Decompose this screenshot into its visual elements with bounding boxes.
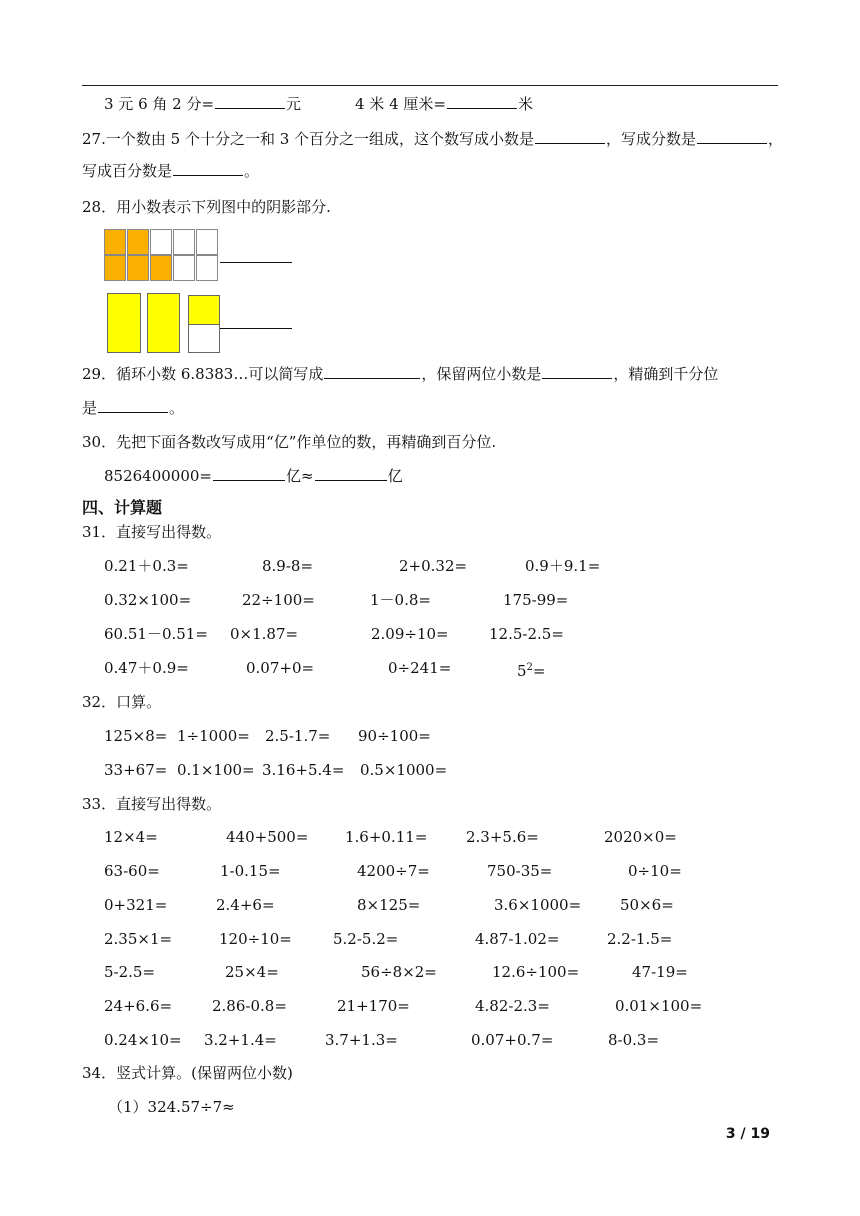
expression: 750-35= <box>487 862 553 880</box>
q31-number: 31． <box>82 523 117 541</box>
expression: 60.51－0.51= <box>104 625 208 643</box>
q32-heading <box>82 692 161 712</box>
q31-text: 直接写出得数。 <box>116 523 222 541</box>
q30-line-2 <box>104 466 403 486</box>
q30-text: 先把下面各数改写成用“亿”作单位的数，再精确到百分位. <box>116 433 497 451</box>
expression: 0.1×100= <box>177 761 255 779</box>
expression: 2.3+5.6= <box>466 828 539 846</box>
q30-suffix: 亿 <box>387 467 403 485</box>
expression: 0.32×100= <box>104 591 192 609</box>
expression: 2.35×1= <box>104 930 173 948</box>
q34-sub1-expression: （1）324.57÷7≈ <box>108 1098 235 1116</box>
expression: 0×1.87= <box>230 625 299 643</box>
expression: 0.9＋9.1= <box>525 557 601 575</box>
expression: 2.4+6= <box>216 896 275 914</box>
expression: 1.6+0.11= <box>345 828 428 846</box>
expression: 5-2.5= <box>104 963 156 981</box>
q26-line <box>104 94 301 114</box>
q29-line-2 <box>82 398 184 418</box>
q28-line <box>82 197 331 217</box>
q26-part2-prefix: 4 米 4 厘米= <box>355 95 446 113</box>
q27-line-2 <box>82 161 259 181</box>
bar-half <box>188 295 220 353</box>
grid-cell-shaded <box>127 229 149 255</box>
grid-cell <box>173 255 195 281</box>
expression: 3.2+1.4= <box>204 1031 277 1049</box>
expression: 0.07+0= <box>246 659 315 677</box>
page-number: 3 / 19 <box>725 1126 770 1142</box>
expression: 0.21＋0.3= <box>104 557 189 575</box>
grid-cell-shaded <box>104 255 126 281</box>
q29-text-1: 循环小数 6.8383…可以简写成 <box>116 365 324 383</box>
q31-heading <box>82 522 221 542</box>
q26-part2-suffix: 米 <box>517 95 533 113</box>
expression: 63-60= <box>104 862 160 880</box>
grid-cell <box>173 229 195 255</box>
q29-text-4: 是 <box>82 399 98 417</box>
expression: 8×125= <box>357 896 421 914</box>
expression: 2.86-0.8= <box>212 997 287 1015</box>
expression: 0.5×1000= <box>360 761 448 779</box>
expression: 47-19= <box>632 963 688 981</box>
q30-line-1 <box>82 432 496 452</box>
expression: 2+0.32= <box>399 557 468 575</box>
bar-full-2 <box>147 293 180 353</box>
power-exponent: 2 <box>526 662 533 673</box>
expression: 0÷10= <box>628 862 682 880</box>
q29-text-3: ，精确到千分位 <box>613 365 719 383</box>
q27-text-5: 。 <box>244 162 260 180</box>
expression: 2.2-1.5= <box>607 930 673 948</box>
q32-text: 口算。 <box>116 693 162 711</box>
q27-line-1 <box>82 129 783 149</box>
power-base: 5 <box>517 662 527 680</box>
answer-blank[interactable] <box>315 466 387 481</box>
grid-cell <box>196 255 218 281</box>
grid-cell <box>150 229 172 255</box>
expression: 4.82-2.3= <box>475 997 550 1015</box>
answer-blank[interactable] <box>324 364 420 379</box>
expression: 24+6.6= <box>104 997 173 1015</box>
expression: 3.16+5.4= <box>262 761 345 779</box>
q27-text-2: ，写成分数是 <box>606 130 697 148</box>
expression: 1－0.8= <box>370 591 431 609</box>
expression-power <box>517 658 546 681</box>
q26-part1-suffix: 元 <box>286 95 302 113</box>
q34-sub1 <box>108 1097 235 1117</box>
q27-text-3: ， <box>768 130 784 148</box>
q28-text: 用小数表示下列图中的阴影部分. <box>116 198 331 216</box>
grid-cell <box>196 229 218 255</box>
expression: 1÷1000= <box>177 727 250 745</box>
expression: 33+67= <box>104 761 168 779</box>
answer-blank[interactable] <box>697 129 767 144</box>
q29-number: 29． <box>82 365 117 383</box>
expression: 2020×0= <box>604 828 677 846</box>
expression: 3.6×1000= <box>494 896 582 914</box>
expression: 90÷100= <box>358 727 431 745</box>
answer-blank[interactable] <box>213 466 285 481</box>
shaded-bars-figure <box>107 293 221 353</box>
header-rule <box>82 85 778 86</box>
expression: 0.47＋0.9= <box>104 659 189 677</box>
expression: 0÷241= <box>388 659 452 677</box>
answer-blank[interactable] <box>220 262 292 263</box>
expression: 21+170= <box>337 997 410 1015</box>
q34-text: 竖式计算。(保留两位小数) <box>116 1064 293 1082</box>
expression: 50×6= <box>620 896 674 914</box>
q30-number: 30． <box>82 433 117 451</box>
q28-number: 28． <box>82 198 117 216</box>
q32-number: 32． <box>82 693 117 711</box>
expression: 0.24×10= <box>104 1031 182 1049</box>
section-title: 四、计算题 <box>82 498 163 517</box>
bar-full-1 <box>107 293 141 353</box>
expression: 22÷100= <box>242 591 315 609</box>
answer-blank[interactable] <box>98 398 168 413</box>
grid-cell-shaded <box>150 255 172 281</box>
answer-blank[interactable] <box>220 328 292 329</box>
expression: 125×8= <box>104 727 168 745</box>
q33-heading <box>82 794 221 814</box>
expression: 0+321= <box>104 896 168 914</box>
answer-blank[interactable] <box>535 129 605 144</box>
expression: 175-99= <box>503 591 569 609</box>
q33-text: 直接写出得数。 <box>116 795 222 813</box>
expression: 25×4= <box>225 963 279 981</box>
q26-part1-prefix: 3 元 6 角 2 分= <box>104 95 215 113</box>
expression: 12.5-2.5= <box>489 625 564 643</box>
expression: 56÷8×2= <box>361 963 437 981</box>
q29-text-5: 。 <box>169 399 185 417</box>
q26-line-2 <box>355 94 533 114</box>
answer-blank[interactable] <box>173 161 243 176</box>
grid-cell-shaded <box>104 229 126 255</box>
q33-number: 33． <box>82 795 117 813</box>
q34-heading <box>82 1063 293 1083</box>
q30-expr-prefix: 8526400000= <box>104 467 213 485</box>
bar-half-fill <box>189 296 219 325</box>
q27-number: 27. <box>82 130 106 148</box>
q29-text-2: ，保留两位小数是 <box>421 365 542 383</box>
answer-blank[interactable] <box>542 364 612 379</box>
q34-number: 34． <box>82 1064 117 1082</box>
expression: 5.2-5.2= <box>333 930 399 948</box>
expression: 8.9-8= <box>262 557 314 575</box>
q30-mid: 亿≈ <box>286 467 314 485</box>
expression: 1-0.15= <box>220 862 281 880</box>
expression: 2.09÷10= <box>371 625 449 643</box>
shaded-grid-figure <box>104 229 220 281</box>
expression: 2.5-1.7= <box>265 727 331 745</box>
power-tail: = <box>532 662 546 680</box>
expression: 120÷10= <box>219 930 292 948</box>
expression: 0.01×100= <box>615 997 703 1015</box>
expression: 4.87-1.02= <box>475 930 560 948</box>
q27-text-1: 一个数由 5 个十分之一和 3 个百分之一组成，这个数写成小数是 <box>105 130 535 148</box>
grid-cell-shaded <box>127 255 149 281</box>
expression: 440+500= <box>226 828 309 846</box>
expression: 4200÷7= <box>357 862 430 880</box>
expression: 12.6÷100= <box>492 963 580 981</box>
q29-line-1 <box>82 364 718 384</box>
expression: 12×4= <box>104 828 158 846</box>
answer-blank[interactable] <box>447 94 517 109</box>
q27-text-4: 写成百分数是 <box>82 162 173 180</box>
expression: 0.07+0.7= <box>471 1031 554 1049</box>
expression: 3.7+1.3= <box>325 1031 398 1049</box>
answer-blank[interactable] <box>215 94 285 109</box>
expression: 8-0.3= <box>608 1031 660 1049</box>
